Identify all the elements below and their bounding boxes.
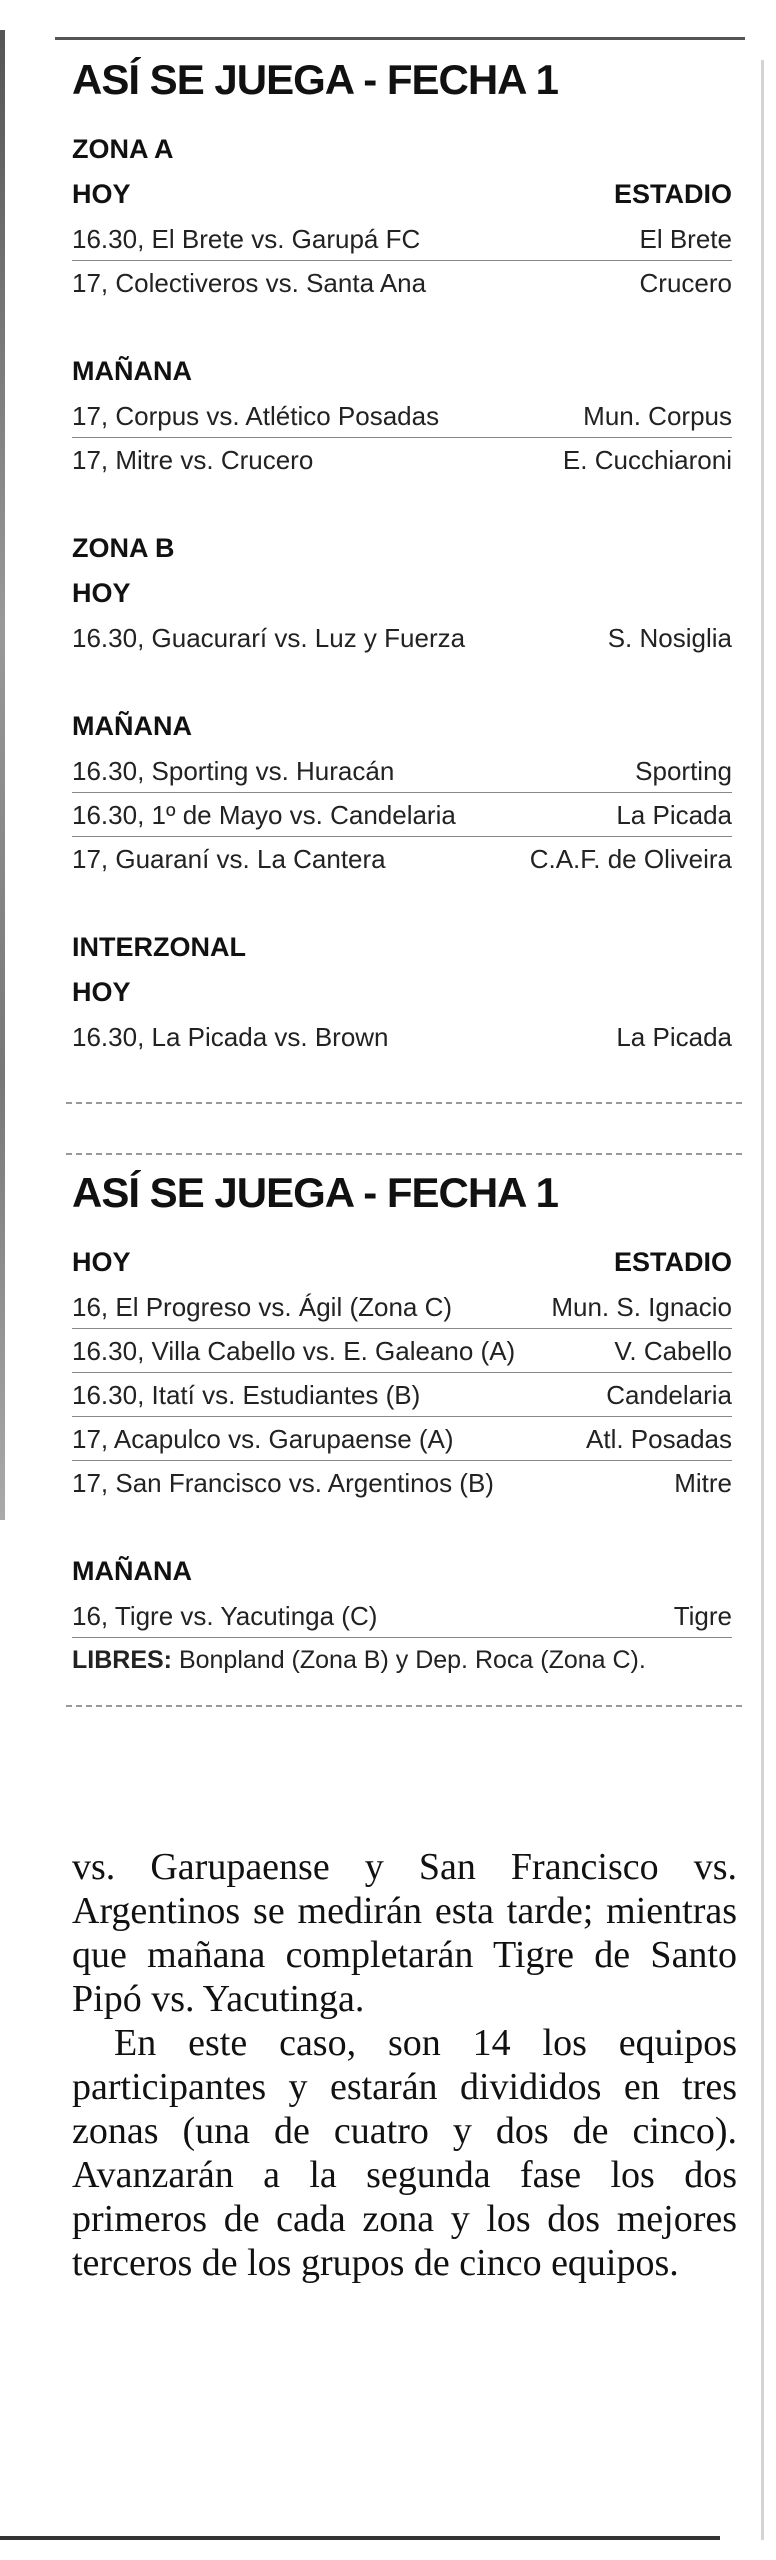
match-text: 17, Acapulco vs. Garupaense (A) <box>72 1424 454 1454</box>
venue-text: V. Cabello <box>614 1336 732 1366</box>
match-text: 17, Corpus vs. Atlético Posadas <box>72 401 440 431</box>
venue-text: Mun. S. Ignacio <box>551 1292 732 1322</box>
match-row <box>72 1329 732 1373</box>
venue-text: E. Cucchiaroni <box>562 445 732 475</box>
match-text: 16.30, Villa Cabello vs. E. Galeano (A) <box>72 1336 516 1366</box>
match-row <box>72 217 732 261</box>
libres-note <box>72 1638 732 1682</box>
divider-dashed <box>66 1153 742 1155</box>
venue-text: Mitre <box>674 1468 732 1498</box>
interzonal-label: INTERZONAL <box>72 932 246 962</box>
schedule-box-2 <box>72 1168 732 1682</box>
venue-text: C.A.F. de Oliveira <box>529 844 732 874</box>
match-row <box>72 1015 732 1059</box>
box2-title: ASÍ SE JUEGA - FECHA 1 <box>72 1169 558 1216</box>
zona-a-hoy-label: HOY <box>72 179 131 209</box>
article-body <box>72 1845 737 2285</box>
block2-hoy-label: HOY <box>72 1247 131 1277</box>
box1-title: ASÍ SE JUEGA - FECHA 1 <box>72 56 558 103</box>
zona-b-manana-label: MAÑANA <box>72 711 192 741</box>
match-text: 17, Guaraní vs. La Cantera <box>72 844 386 874</box>
match-row <box>72 837 732 881</box>
estadio-header: ESTADIO <box>613 1247 732 1277</box>
match-text: 16, Tigre vs. Yacutinga (C) <box>72 1601 378 1631</box>
match-text: 17, San Francisco vs. Argentinos (B) <box>72 1468 494 1498</box>
match-text: 17, Mitre vs. Crucero <box>72 445 314 475</box>
divider-dashed <box>66 1705 742 1707</box>
venue-text: Sporting <box>635 756 732 786</box>
match-row <box>72 616 732 660</box>
venue-text: Tigre <box>673 1601 732 1631</box>
zona-b-hoy-label: HOY <box>72 578 131 608</box>
libres-label: LIBRES: <box>72 1646 172 1674</box>
zona-a-manana-label: MAÑANA <box>72 356 192 386</box>
venue-text: Mun. Corpus <box>583 401 732 431</box>
venue-text: Candelaria <box>606 1380 732 1410</box>
venue-text: La Picada <box>616 800 732 830</box>
match-text: 16.30, Sporting vs. Huracán <box>72 756 395 786</box>
estadio-header: ESTADIO <box>613 179 732 209</box>
venue-text: S. Nosiglia <box>607 623 732 653</box>
match-row <box>72 1285 732 1329</box>
match-text: 16.30, La Picada vs. Brown <box>72 1022 389 1052</box>
match-row <box>72 261 732 305</box>
match-row <box>72 793 732 837</box>
page-edge-left <box>0 30 5 1520</box>
match-row <box>72 1417 732 1461</box>
venue-text: La Picada <box>616 1022 732 1052</box>
match-row <box>72 438 732 482</box>
divider-dashed <box>66 1102 742 1104</box>
match-text: 16.30, Itatí vs. Estudiantes (B) <box>72 1380 421 1410</box>
match-row <box>72 394 732 438</box>
match-row <box>72 1594 732 1638</box>
venue-text: Crucero <box>639 268 732 298</box>
schedule-box-1 <box>72 55 732 1059</box>
article-paragraph-1: vs. Garupaense y San Francisco vs. Argentinos se medirán esta tarde; mientras que mañana completarán Tigre de Santo Pipó vs. Yacutinga. <box>72 1846 737 2020</box>
top-rule <box>55 37 745 40</box>
libres-text: Bonpland (Zona B) y Dep. Roca (Zona C). <box>172 1646 646 1674</box>
match-text: 16, El Progreso vs. Ágil (Zona C) <box>72 1292 453 1322</box>
venue-text: Atl. Posadas <box>586 1424 732 1454</box>
interzonal-hoy-label: HOY <box>72 977 131 1007</box>
block2-header <box>72 1240 732 1285</box>
column-rule-right <box>761 60 764 2540</box>
bottom-rule <box>0 2536 720 2540</box>
match-row <box>72 1461 732 1505</box>
zona-a-label: ZONA A <box>72 134 174 164</box>
zona-a-header <box>72 172 732 217</box>
article-paragraph-2: En este caso, son 14 los equipos participantes y estarán divididos en tres zonas (una de cuatro y dos de cinco). Avanzarán a la segunda fase los dos primeros de cada zona y los dos mejores terceros de los grupos de cinco equipos. <box>72 2022 737 2284</box>
match-row <box>72 749 732 793</box>
block2-manana-label: MAÑANA <box>72 1556 192 1586</box>
match-text: 16.30, 1º de Mayo vs. Candelaria <box>72 800 456 830</box>
match-text: 16.30, Guacurarí vs. Luz y Fuerza <box>72 623 466 653</box>
match-text: 16.30, El Brete vs. Garupá FC <box>72 224 421 254</box>
match-text: 17, Colectiveros vs. Santa Ana <box>72 268 427 298</box>
venue-text: El Brete <box>639 224 732 254</box>
match-row <box>72 1373 732 1417</box>
zona-b-label: ZONA B <box>72 533 175 563</box>
